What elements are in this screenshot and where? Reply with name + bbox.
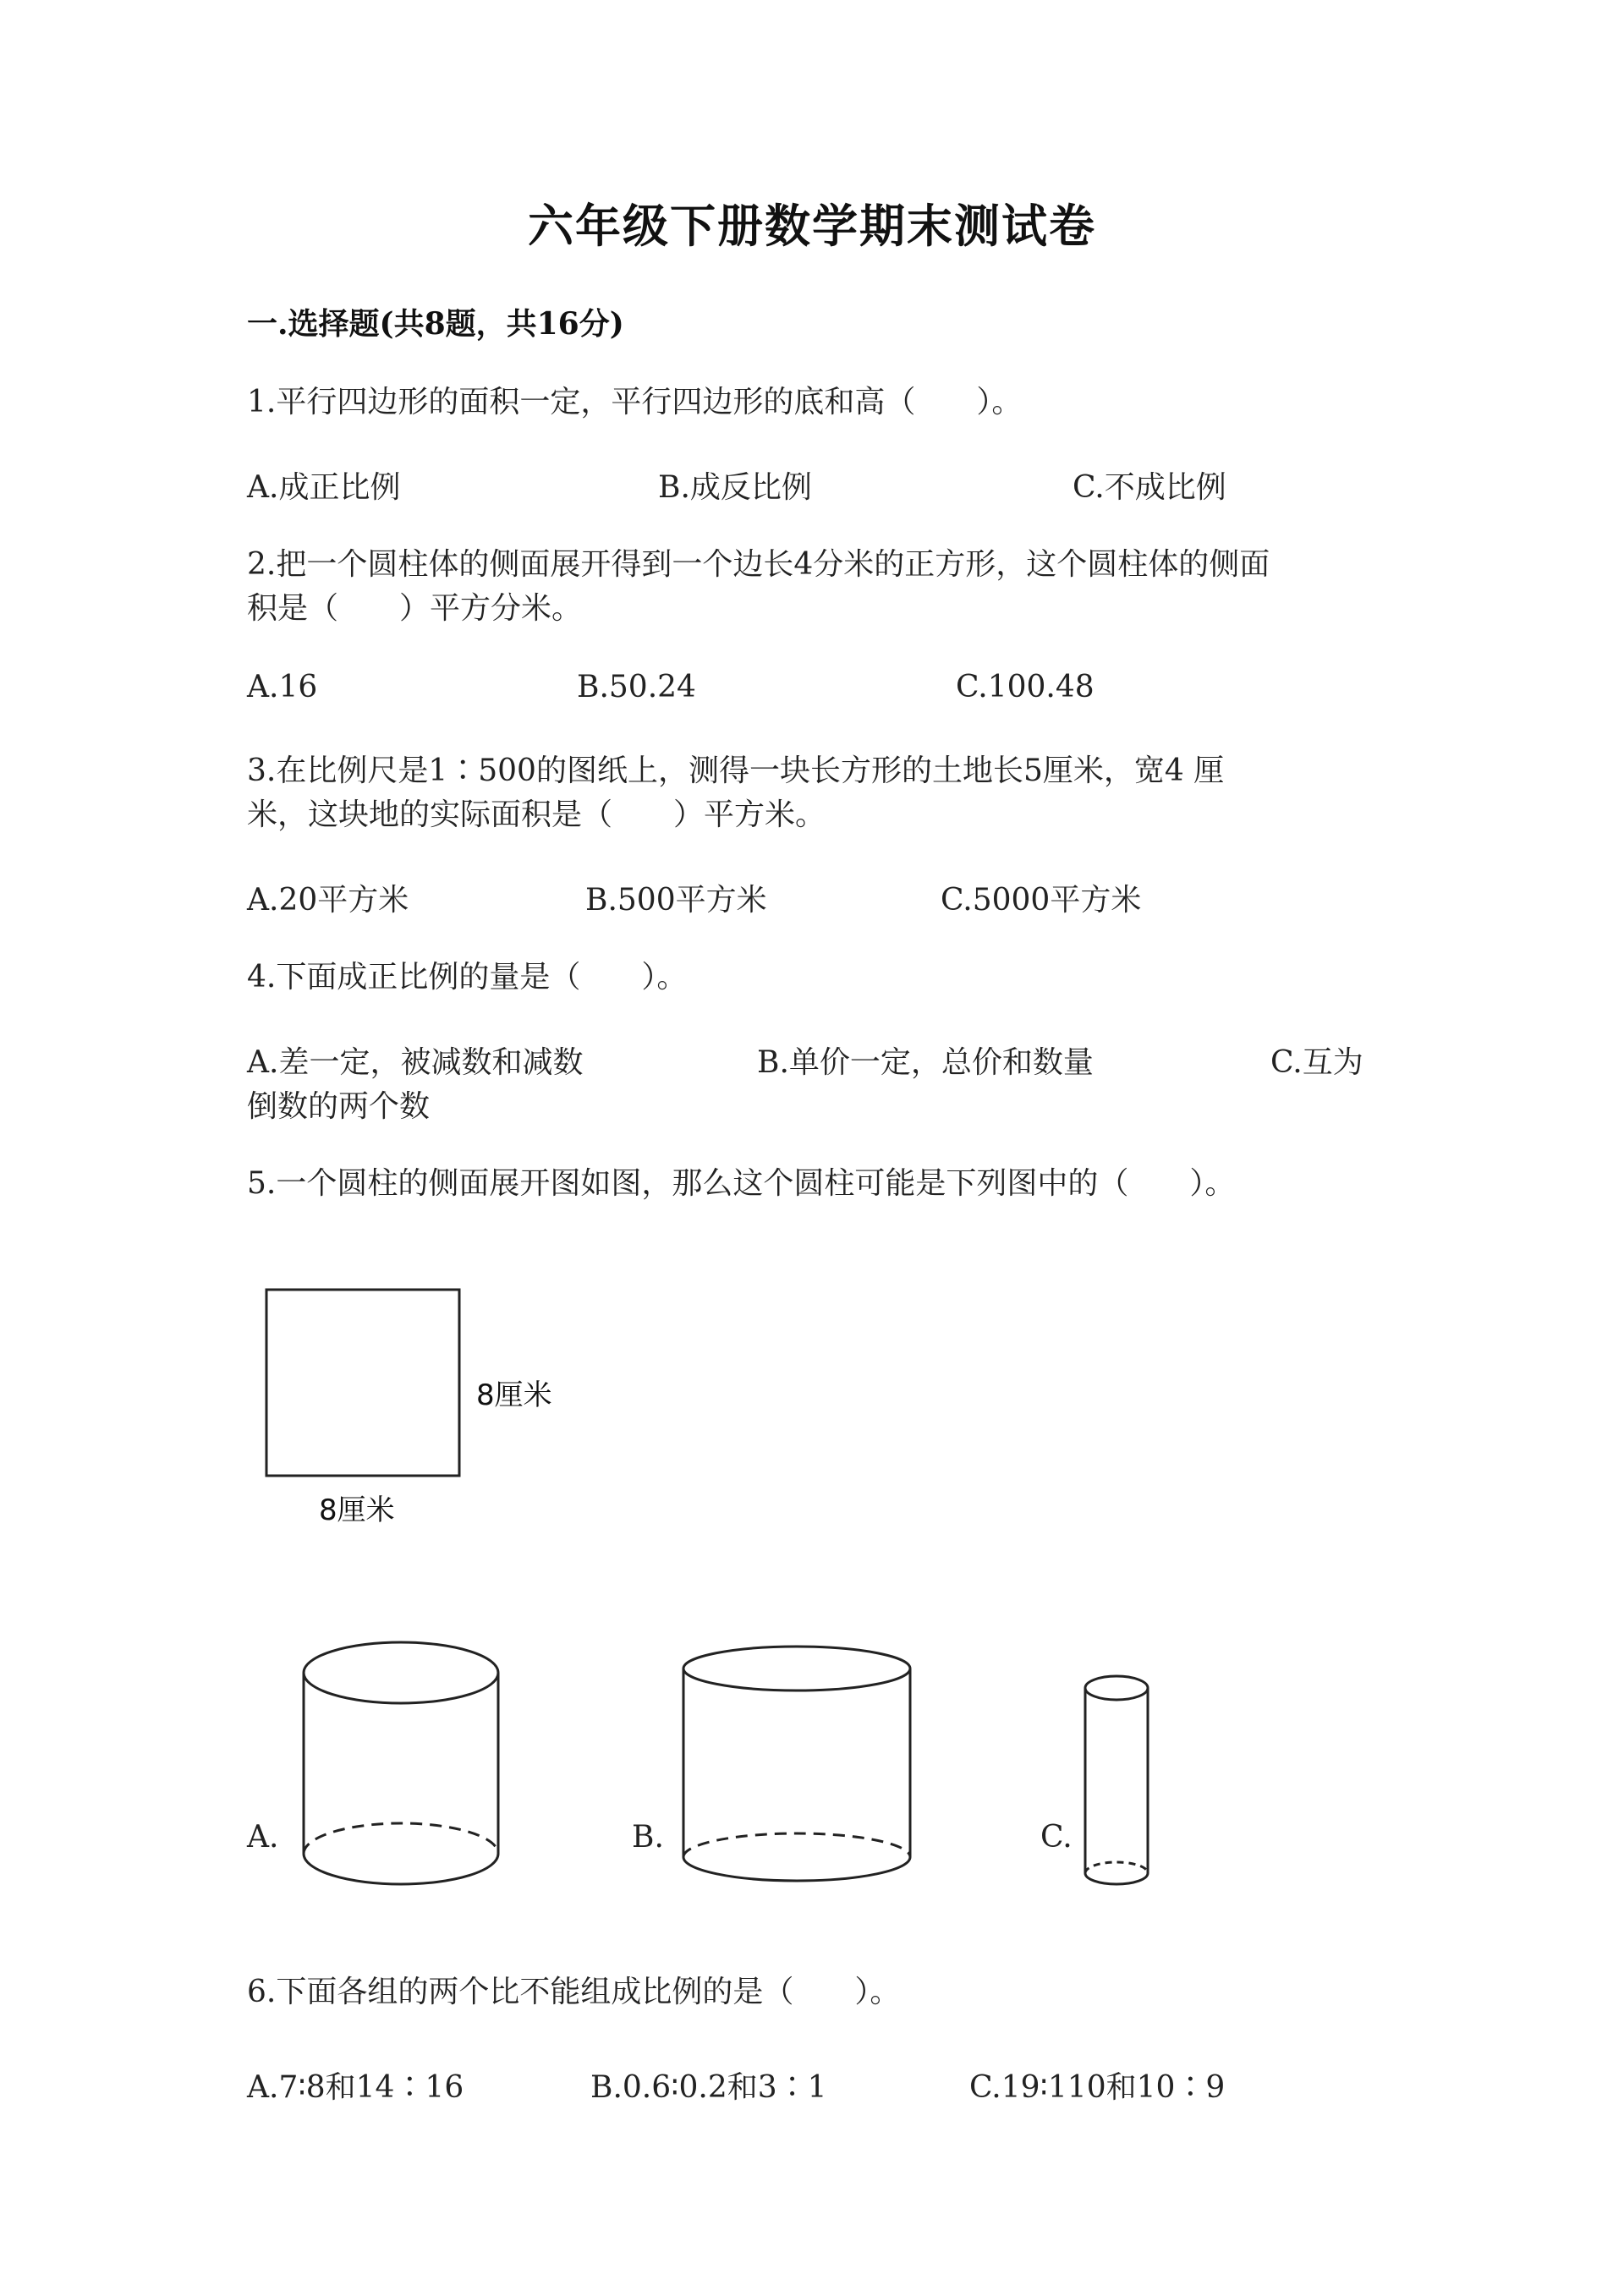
question-6-option-c: C.19∶110和10∶9 — [969, 2070, 1226, 2105]
page-title: 六年级下册数学期末测试卷 — [528, 199, 1096, 253]
question-5-option-b: B. — [632, 1820, 664, 1855]
question-2-option-b: B.50.24 — [577, 670, 696, 704]
question-1-option-b: B.成反比例 — [658, 470, 812, 505]
question-4-option-b: B.单价一定，总价和数量 — [757, 1045, 1094, 1080]
question-2-text-line2: 积是（ ）平方分米。 — [247, 591, 583, 626]
question-2-text-line1: 2.把一个圆柱体的侧面展开得到一个边长4分米的正方形，这个圆柱体的侧面 — [247, 547, 1270, 582]
question-4-option-c-continued: 倒数的两个数 — [247, 1089, 431, 1124]
question-3-option-b: B.500平方米 — [585, 883, 767, 918]
question-2-option-a: A.16 — [247, 670, 318, 704]
section-heading: 一.选择题(共8题，共16分) — [247, 306, 624, 342]
question-4-option-c: C.互为 — [1270, 1045, 1363, 1080]
question-5-option-c: C. — [1040, 1820, 1073, 1855]
question-2-option-c: C.100.48 — [956, 670, 1095, 704]
question-3-text-line1: 3.在比例尺是1∶500的图纸上，测得一块长方形的土地长5厘米，宽4 厘 — [247, 753, 1225, 788]
question-1-text: 1.平行四边形的面积一定，平行四边形的底和高（ ）。 — [247, 385, 1023, 419]
question-3-text-line2: 米，这块地的实际面积是（ ）平方米。 — [247, 797, 826, 832]
square-side-label: 8厘米 — [476, 1378, 552, 1412]
question-6-text: 6.下面各组的两个比不能组成比例的是（ ）。 — [247, 1975, 901, 2009]
question-3-option-c: C.5000平方米 — [941, 883, 1142, 918]
question-1-option-c: C.不成比例 — [1073, 470, 1226, 505]
question-6-option-a: A.7∶8和14∶16 — [247, 2070, 464, 2105]
question-4-text: 4.下面成正比例的量是（ ）。 — [247, 960, 688, 995]
question-3-option-a: A.20平方米 — [247, 883, 409, 918]
question-1-option-a: A.成正比例 — [247, 470, 401, 505]
question-5-option-a: A. — [247, 1820, 279, 1855]
question-6-option-b: B.0.6∶0.2和3∶1 — [590, 2070, 827, 2105]
question-4-option-a: A.差一定，被减数和减数 — [247, 1045, 584, 1080]
question-5-text: 5.一个圆柱的侧面展开图如图，那么这个圆柱可能是下列图中的（ ）。 — [247, 1166, 1236, 1201]
square-bottom-label: 8厘米 — [319, 1493, 395, 1527]
